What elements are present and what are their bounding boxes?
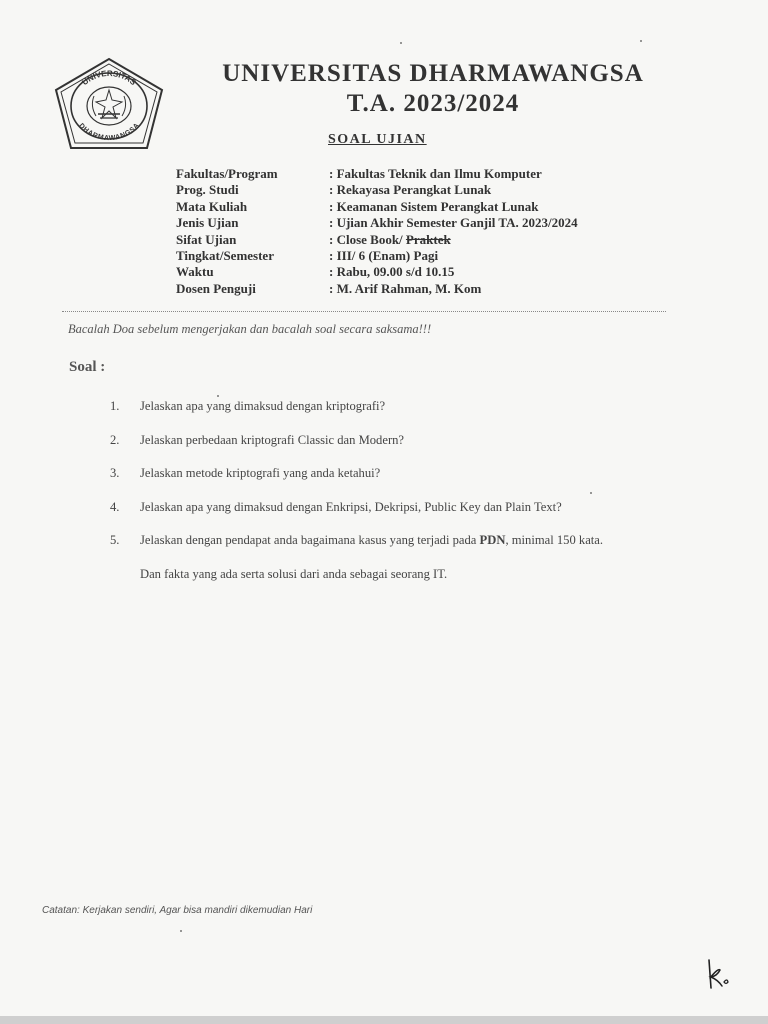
info-value xyxy=(329,232,636,248)
info-row-course xyxy=(176,199,636,215)
info-value: : Rabu, 09.00 s/d 10.15 xyxy=(329,264,455,280)
info-label: Dosen Penguji xyxy=(176,280,256,296)
instruction-text: Bacalah Doa sebelum mengerjakan dan bacalah soal secara saksama!!! xyxy=(68,322,432,336)
info-row-time xyxy=(176,264,636,280)
info-label: Jenis Ujian xyxy=(176,215,239,231)
question-text-part: Jelaskan dengan pendapat anda bagaimana kasus yang terjadi pada xyxy=(140,533,480,547)
question-text: Jelaskan perbedaan kriptografi Classic dan Modern? xyxy=(140,432,405,447)
info-label: Sifat Ujian xyxy=(176,231,237,247)
scan-speck xyxy=(400,42,402,44)
question-text xyxy=(140,533,720,567)
exam-info-table xyxy=(176,166,636,297)
info-value: : III/ 6 (Enam) Pagi xyxy=(329,247,439,263)
info-label: Fakultas/Program xyxy=(176,166,278,181)
info-value: : Fakultas Teknik dan Ilmu Komputer xyxy=(329,166,542,181)
scan-speck xyxy=(640,40,642,42)
info-label: Tingkat/Semester xyxy=(176,247,274,263)
info-row-faculty xyxy=(176,166,636,182)
scan-border xyxy=(0,1016,768,1024)
info-row-study-program xyxy=(176,182,636,198)
question-text: Jelaskan apa yang dimaksud dengan kriptografi? xyxy=(140,399,386,413)
question-item xyxy=(110,533,720,567)
info-row-exam-type xyxy=(176,215,636,231)
question-item xyxy=(110,399,720,433)
handwritten-initial xyxy=(700,956,736,992)
footer-note: Catatan: Kerjakan sendiri, Agar bisa mandiri dikemudian Hari xyxy=(42,905,313,916)
info-label: Waktu xyxy=(176,264,214,280)
question-number: 3. xyxy=(110,466,120,480)
info-value: : M. Arif Rahman, M. Kom xyxy=(329,280,482,296)
info-row-semester xyxy=(176,248,636,264)
university-logo xyxy=(50,56,168,152)
question-number: 5. xyxy=(110,533,120,547)
info-value: : Ujian Akhir Semester Ganjil TA. 2023/2024 xyxy=(329,215,578,231)
question-number: 4. xyxy=(110,499,120,514)
question-text: Jelaskan metode kriptografi yang anda ketahui? xyxy=(140,466,381,480)
info-value: : Keamanan Sistem Perangkat Lunak xyxy=(329,198,539,214)
info-row-examiner xyxy=(176,281,636,297)
question-number: 1. xyxy=(110,399,120,413)
scan-speck xyxy=(217,395,219,397)
info-row-exam-nature xyxy=(176,232,636,248)
questions-heading: Soal : xyxy=(69,359,106,375)
scan-speck xyxy=(180,930,182,932)
logo-top-text: UNIVERSITAS xyxy=(80,68,138,88)
question-number: 2. xyxy=(110,432,120,447)
question-text-part: , minimal 150 kata. xyxy=(505,533,604,547)
divider xyxy=(62,311,666,312)
exam-nature-value: : Close Book/ xyxy=(329,231,406,247)
scan-speck xyxy=(590,492,592,494)
question-keyword-pdn: PDN xyxy=(479,533,506,547)
academic-year: T.A. 2023/2024 xyxy=(346,90,520,117)
info-label: Mata Kuliah xyxy=(176,198,248,214)
document-type: SOAL UJIAN xyxy=(328,132,427,147)
info-label: Prog. Studi xyxy=(176,182,239,198)
info-value: : Rekayasa Perangkat Lunak xyxy=(329,182,492,198)
question-item xyxy=(110,466,720,500)
question-item xyxy=(110,500,720,534)
logo-bottom-text: DHARMAWANGSA xyxy=(77,122,141,143)
struck-option: Praktek xyxy=(405,231,451,247)
question-5-continuation: Dan fakta yang ada serta solusi dari anda sebagai seorang IT. xyxy=(140,567,448,581)
question-text: Jelaskan apa yang dimaksud dengan Enkripsi, Dekripsi, Public Key dan Plain Text? xyxy=(140,499,562,514)
question-list xyxy=(110,399,720,567)
university-title: UNIVERSITAS DHARMAWANGSA xyxy=(222,60,644,87)
question-item xyxy=(110,433,720,467)
